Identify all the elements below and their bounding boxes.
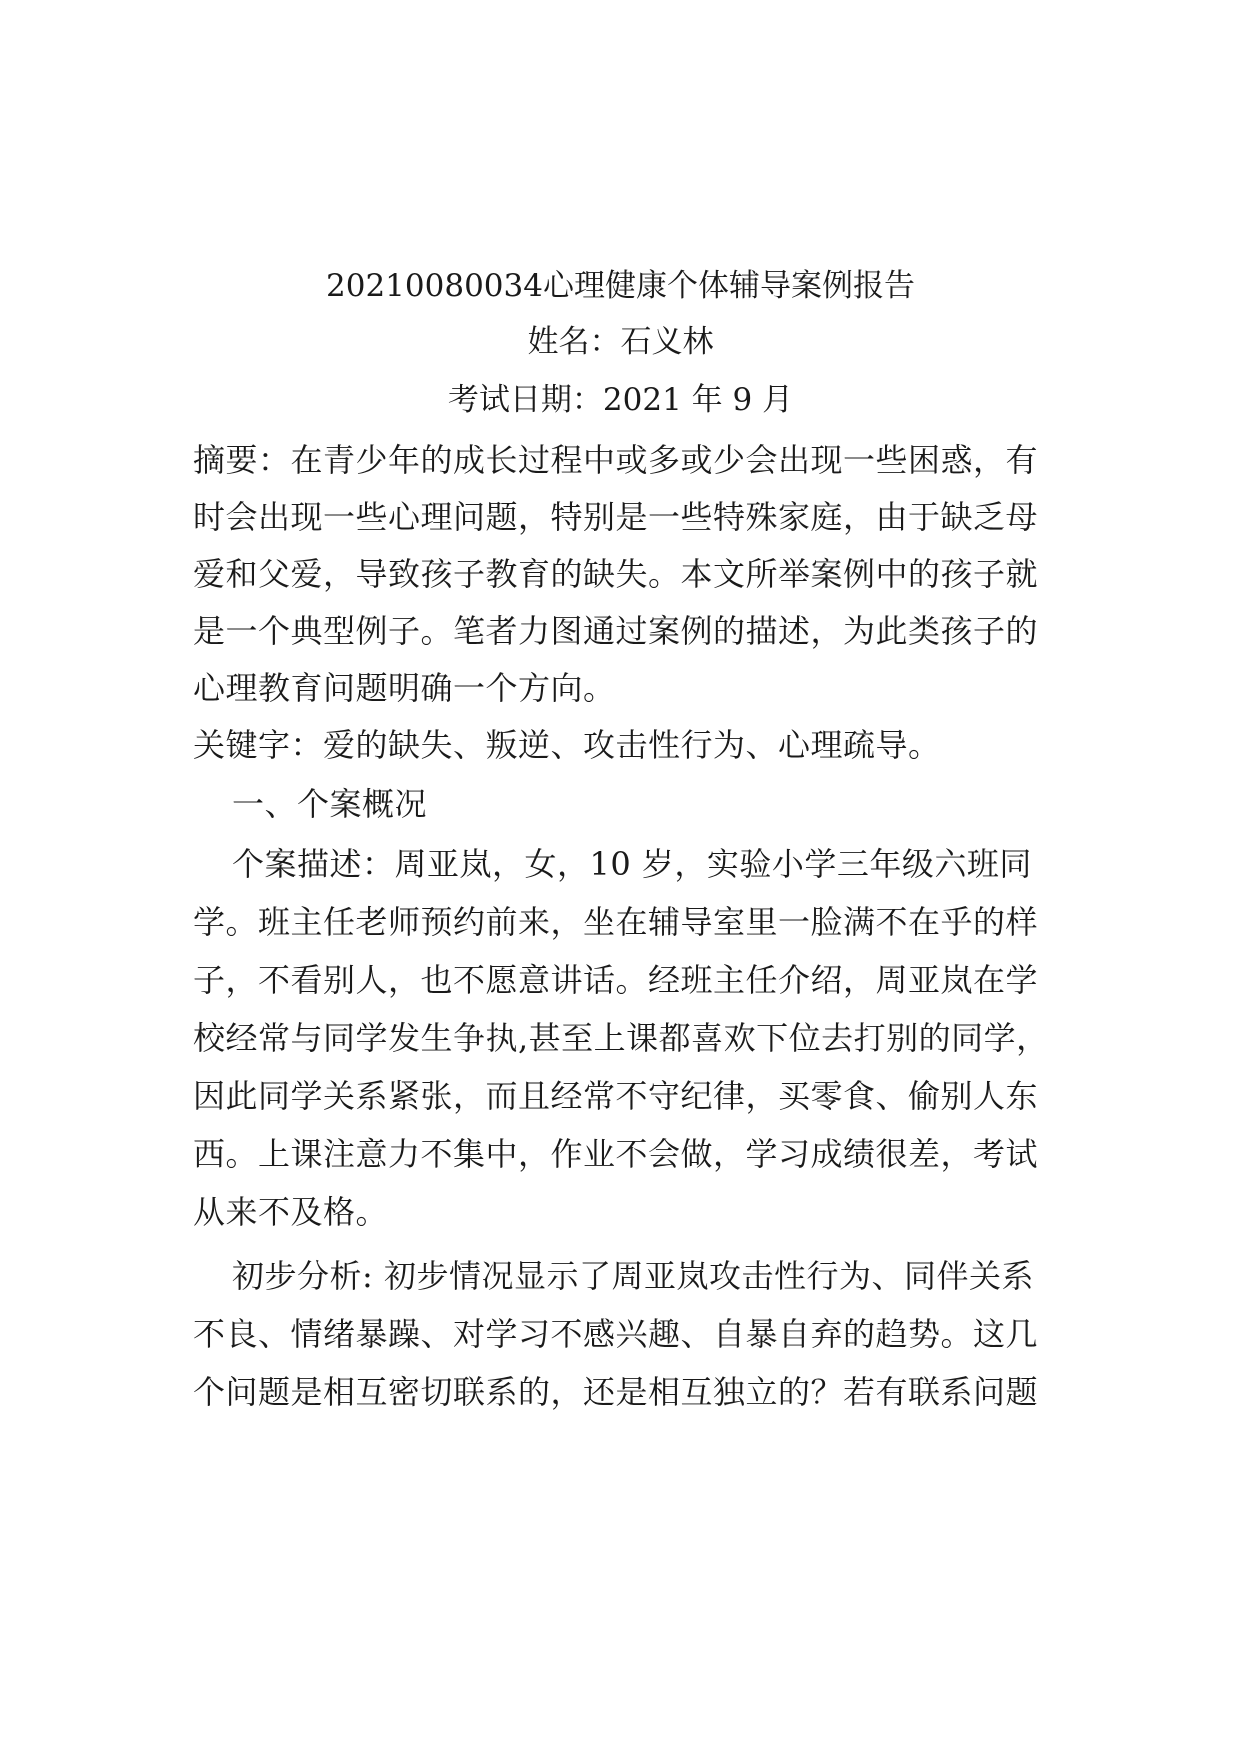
case-description-line: 校经常与同学发生争执,甚至上课都喜欢下位去打别的同学， — [193, 1019, 1049, 1057]
case-description-line: 西。上课注意力不集中，作业不会做，学习成绩很差，考试 — [193, 1135, 1039, 1173]
case-description-line: 从来不及格。 — [193, 1193, 389, 1231]
case-description-line: 因此同学关系紧张，而且经常不守纪律，买零食、偷别人东 — [193, 1077, 1039, 1115]
keywords-line: 关键字：爱的缺失、叛逆、攻击性行为、心理疏导。 — [193, 726, 941, 764]
abstract-line: 时会出现一些心理问题，特别是一些特殊家庭，由于缺乏母 — [193, 498, 1039, 536]
section-heading: 一、个案概况 — [232, 785, 428, 823]
analysis-line: 初步分析: 初步情况显示了周亚岚攻击性行为、同伴关系 — [232, 1257, 1034, 1295]
analysis-line: 不良、情绪暴躁、对学习不感兴趣、自暴自弃的趋势。这几 — [193, 1315, 1039, 1353]
abstract-line: 心理教育问题明确一个方向。 — [193, 669, 616, 707]
abstract-line: 爱和父爱，导致孩子教育的缺失。本文所举案例中的孩子就 — [193, 555, 1039, 593]
abstract-line: 是一个典型例子。笔者力图通过案例的描述，为此类孩子的 — [193, 612, 1039, 650]
author-line: 姓名：石义林 — [527, 324, 714, 360]
exam-date-line: 考试日期：2021 年 9 月 — [447, 382, 794, 418]
case-description-line: 子，不看别人，也不愿意讲话。经班主任介绍，周亚岚在学 — [193, 961, 1039, 999]
case-description-line: 学。班主任老师预约前来，坐在辅导室里一脸满不在乎的样 — [193, 903, 1039, 941]
case-description-line: 个案描述：周亚岚，女，10 岁，实验小学三年级六班同 — [232, 845, 1032, 883]
abstract-line: 摘要：在青少年的成长过程中或多或少会出现一些困惑，有 — [193, 441, 1039, 479]
analysis-line: 个问题是相互密切联系的，还是相互独立的？若有联系问题 — [193, 1373, 1039, 1411]
report-title: 20210080034心理健康个体辅导案例报告 — [326, 268, 915, 304]
